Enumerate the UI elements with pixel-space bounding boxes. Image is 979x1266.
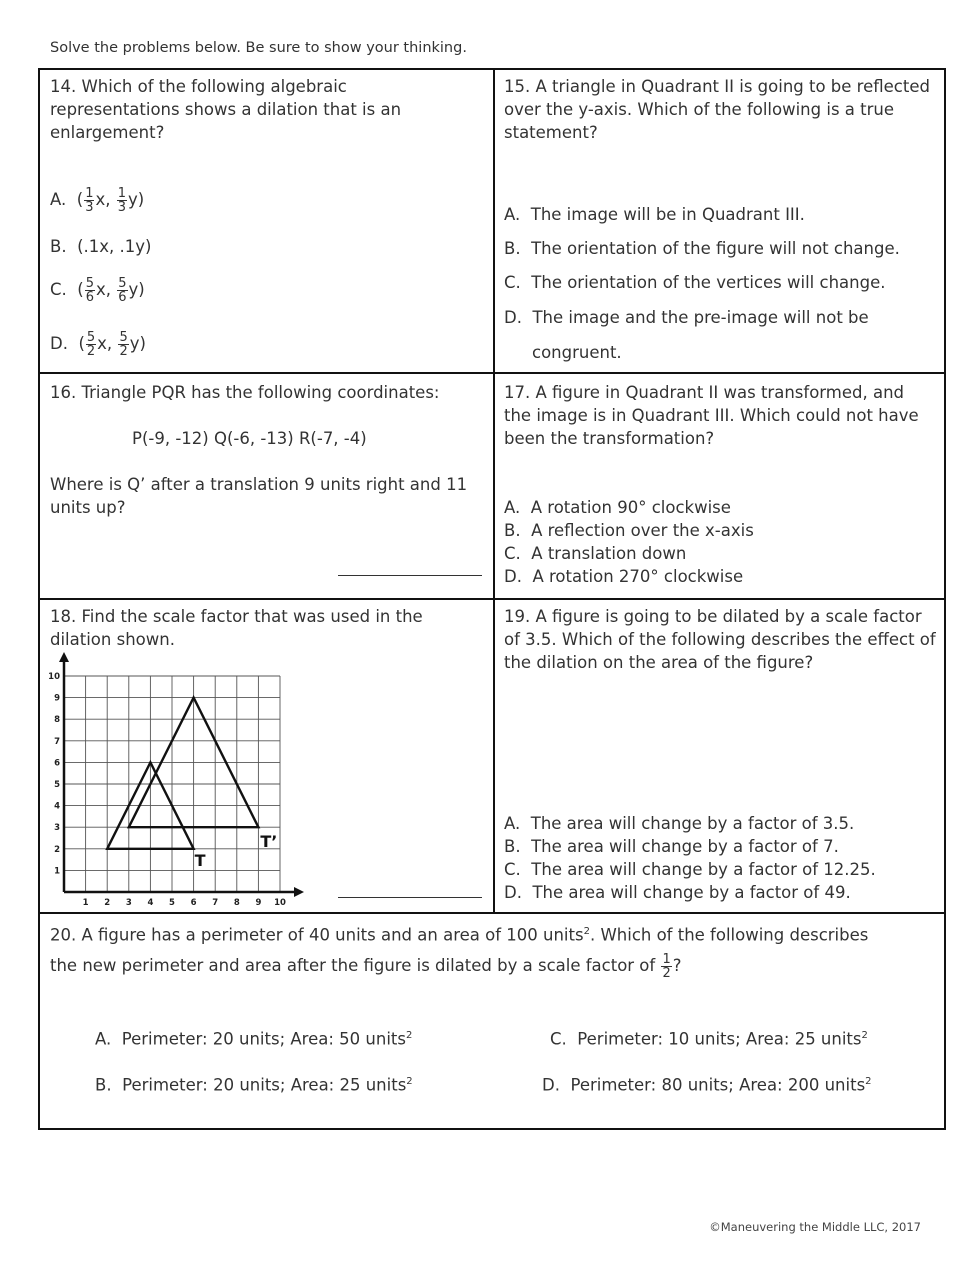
y-tick-label-3: 3 [54, 823, 60, 834]
question-15 [504, 75, 936, 370]
question-20-text-line2: the new perimeter and area after the figure is dilated by a scale factor of $\frac{1}{2}$ ? [50, 951, 682, 981]
column-divider [493, 70, 495, 912]
question-20-text-line1: 20. A figure has a perimeter of 40 units and an area of 100 units$^2$. Which of the following describes [50, 925, 869, 945]
y-tick-label-10: 10 [48, 672, 60, 682]
y-tick-label-8: 8 [54, 715, 60, 726]
question-16-prompt: Where is Q’ after a translation 9 units right and 11 units up? [50, 475, 468, 517]
question-14 [50, 75, 475, 370]
question-16 [50, 381, 475, 596]
question-14-text: 14. Which of the following algebraic representations shows a dilation that is an enlargement? [50, 77, 402, 142]
question-18-text: 18. Find the scale factor that was used in the dilation shown. [50, 607, 423, 649]
question-19-choice-a[interactable]: A. The area will change by a factor of 3.5. [504, 814, 855, 833]
answer-blank-16[interactable] [338, 575, 482, 576]
label-t: T [194, 850, 206, 870]
question-19-text: 19. A figure is going to be dilated by a scale factor of 3.5. Which of the following describes the effect of the dilation on the area of the figure? [504, 607, 936, 672]
question-14-choice-d[interactable]: D. ( $\frac{5}{2}$ x, $\frac{5}{2}$ y) [50, 330, 146, 359]
question-20-choice-d[interactable]: D. Perimeter: 80 units; Area: 200 units$^2$ [542, 1075, 872, 1095]
x-tick-label-7: 7 [212, 898, 219, 908]
x-tick-label-10: 10 [274, 898, 286, 908]
y-tick-label-9: 9 [54, 693, 60, 704]
question-15-choice-a[interactable]: A. The image will be in Quadrant III. [504, 205, 805, 224]
question-20-choice-b[interactable]: B. Perimeter: 20 units; Area: 25 units$^2$ [95, 1075, 413, 1095]
x-tick-label-1: 1 [82, 898, 89, 908]
x-tick-label-8: 8 [233, 898, 240, 908]
y-tick-label-4: 4 [54, 801, 60, 812]
question-17-choice-a[interactable]: A. A rotation 90° clockwise [504, 498, 731, 517]
x-tick-label-3: 3 [125, 898, 132, 908]
answer-blank-18[interactable] [338, 897, 482, 898]
y-tick-label-7: 7 [54, 736, 60, 747]
x-tick-label-5: 5 [169, 898, 175, 908]
instructions: Solve the problems below. Be sure to show your thinking. [50, 40, 467, 56]
x-tick-label-9: 9 [255, 898, 262, 908]
y-tick-label-6: 6 [54, 758, 60, 769]
y-tick-label-2: 2 [54, 844, 60, 855]
question-15-choice-b[interactable]: B. The orientation of the figure will not change. [504, 239, 900, 258]
x-tick-label-4: 4 [147, 898, 154, 908]
question-16-text: 16. Triangle PQR has the following coordinates: [50, 383, 440, 402]
question-19-choice-c[interactable]: C. The area will change by a factor of 12.25. [504, 860, 876, 879]
question-20-choice-a[interactable]: A. Perimeter: 20 units; Area: 50 units$^2$ [95, 1029, 413, 1049]
question-15-choice-d[interactable]: D. The image and the pre-image will not be [504, 308, 869, 327]
y-tick-label-1: 1 [54, 866, 60, 877]
question-15-choice-d-cont: congruent. [532, 343, 622, 362]
y-tick-label-5: 5 [54, 780, 60, 790]
question-16-coordinates: P(-9, -12) Q(-6, -13) R(-7, -4) [132, 429, 367, 448]
question-14-choice-a[interactable]: A. ( $\frac{1}{3}$ x, $\frac{1}{3}$ y) [50, 186, 145, 215]
question-17-text: 17. A figure in Quadrant II was transformed, and the image is in Quadrant III. Which could not have been the transformation? [504, 383, 919, 448]
question-14-choice-b[interactable]: B. (.1x, .1y) [50, 237, 152, 256]
question-19-choice-d[interactable]: D. The area will change by a factor of 49. [504, 883, 851, 902]
x-tick-label-6: 6 [190, 898, 197, 908]
question-17-choice-c[interactable]: C. A translation down [504, 544, 687, 563]
question-20-choice-c[interactable]: C. Perimeter: 10 units; Area: 25 units$^2$ [550, 1029, 868, 1049]
question-15-choice-c[interactable]: C. The orientation of the vertices will change. [504, 273, 886, 292]
question-19-choice-b[interactable]: B. The area will change by a factor of 7. [504, 837, 839, 856]
row-divider-3 [40, 912, 944, 914]
question-14-choice-c[interactable]: C. ( $\frac{5}{6}$ x, $\frac{5}{6}$ y) [50, 276, 145, 305]
worksheet-grid [38, 68, 946, 1130]
question-19 [504, 605, 936, 905]
y-axis-arrow [59, 652, 69, 662]
question-17 [504, 381, 936, 596]
question-17-choice-b[interactable]: B. A reflection over the x-axis [504, 521, 754, 540]
copyright-footer: ©Maneuvering the Middle LLC, 2017 [709, 1220, 921, 1234]
x-axis-arrow [294, 887, 304, 897]
question-15-text: 15. A triangle in Quadrant II is going to be reflected over the y-axis. Which of the following is a true statement? [504, 77, 930, 142]
question-17-choice-d[interactable]: D. A rotation 270° clockwise [504, 567, 744, 586]
row-divider-2 [40, 598, 944, 600]
row-divider-1 [40, 372, 944, 374]
question-20 [50, 920, 935, 1125]
dilation-graph [44, 652, 306, 908]
x-tick-label-2: 2 [104, 898, 111, 908]
label-t-prime: T’ [260, 832, 278, 852]
